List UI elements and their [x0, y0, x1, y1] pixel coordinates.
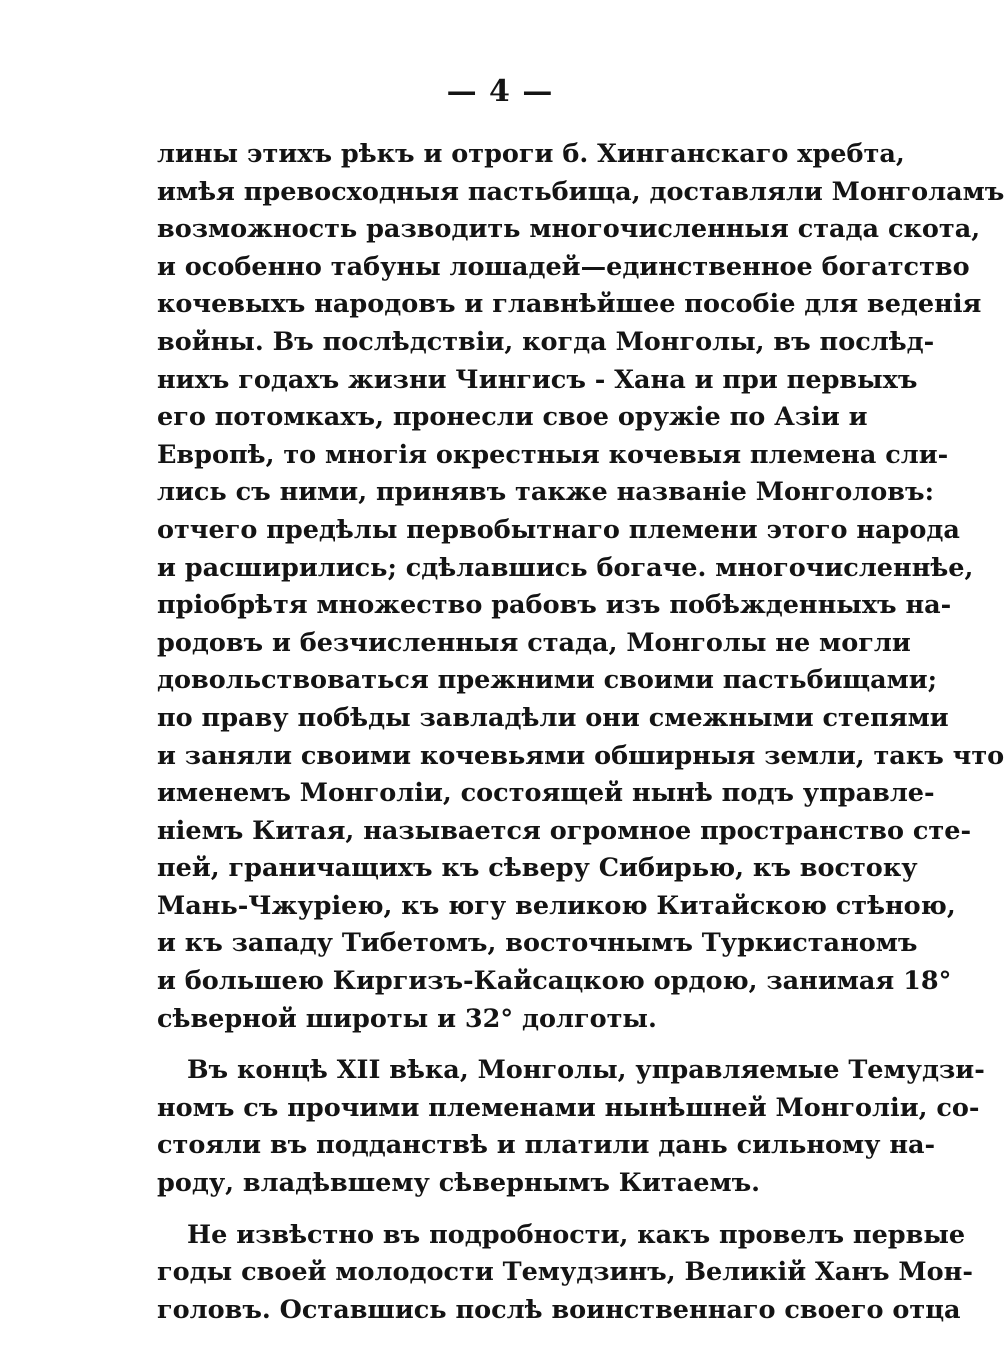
- text-line: имѣя превосходныя пастьбища, доставляли Монголамъ: [157, 176, 1004, 207]
- text-line: именемъ Монголіи, состоящей нынѣ подъ управле-: [157, 778, 935, 809]
- text-line: нихъ годахъ жизни Чингисъ - Хана и при первыхъ: [157, 364, 918, 395]
- paragraph-2: [157, 1052, 985, 1202]
- text-line: головъ. Оставшись послѣ воинственнаго своего отца: [157, 1294, 961, 1325]
- text-line: лись съ ними, принявъ также названіе Монголовъ:: [157, 477, 934, 508]
- text-line: войны. Въ послѣдствіи, когда Монголы, въ послѣд-: [157, 326, 935, 357]
- text-line: и большею Киргизъ-Кайсацкою ордою, занимая 18°: [157, 966, 952, 997]
- paragraph-1: [157, 136, 1004, 1038]
- text-line: и заняли своими кочевьями обширныя земли, такъ что: [157, 740, 1004, 771]
- text-line: пей, граничащихъ къ сѣверу Сибирью, къ востоку: [157, 853, 918, 884]
- text-line: Въ концѣ XII вѣка, Монголы, управляемые Темудзи-: [187, 1055, 985, 1086]
- text-line: лины этихъ рѣкъ и отроги б. Хинганскаго хребта,: [157, 139, 905, 169]
- text-line: сѣверной широты и 32° долготы.: [157, 1003, 657, 1034]
- text-line: стояли въ подданствѣ и платили дань сильному на-: [157, 1130, 936, 1161]
- text-line: Не извѣстно въ подробности, какъ провелъ первые: [187, 1219, 966, 1250]
- text-line: по праву побѣды завладѣли они смежными степями: [157, 702, 949, 733]
- text-line: ніемъ Китая, называется огромное пространство сте-: [157, 815, 972, 846]
- text-line: его потомкахъ, пронесли свое оружіе по Азіи и: [157, 402, 868, 433]
- text-line: возможность разводить многочисленныя стада скота,: [157, 214, 981, 245]
- text-line: кочевыхъ народовъ и главнѣйшее пособіе для веденія: [157, 289, 982, 320]
- text-line: номъ съ прочими племенами нынѣшней Монголіи, со-: [157, 1092, 980, 1123]
- body-text: [157, 136, 1004, 1329]
- text-line: отчего предѣлы первобытнаго племени этого народа: [157, 514, 960, 545]
- text-line: роду, владѣвшему сѣвернымъ Китаемъ.: [157, 1168, 761, 1199]
- text-line: Европѣ, то многія окрестныя кочевыя племена сли-: [157, 439, 949, 470]
- text-line: годы своей молодости Темудзинъ, Великій Ханъ Мон-: [157, 1257, 973, 1288]
- text-line: и особенно табуны лошадей—единственное богатство: [157, 251, 970, 282]
- text-line: и расширились; сдѣлавшись богаче. многочисленнѣе,: [157, 552, 974, 583]
- text-line: и къ западу Тибетомъ, восточнымъ Туркистаномъ: [157, 928, 918, 959]
- page-number: — 4 —: [446, 74, 554, 109]
- text-line: довольствоваться прежними своими пастьбищами;: [157, 665, 938, 696]
- text-line: родовъ и безчисленныя стада, Монголы не могли: [157, 627, 911, 658]
- text-line: пріобрѣтя множество рабовъ изъ побѣжденныхъ на-: [157, 590, 952, 621]
- paragraph-3: [157, 1217, 973, 1330]
- text-line: Мань-Чжуріею, къ югу великою Китайскою стѣною,: [157, 890, 956, 921]
